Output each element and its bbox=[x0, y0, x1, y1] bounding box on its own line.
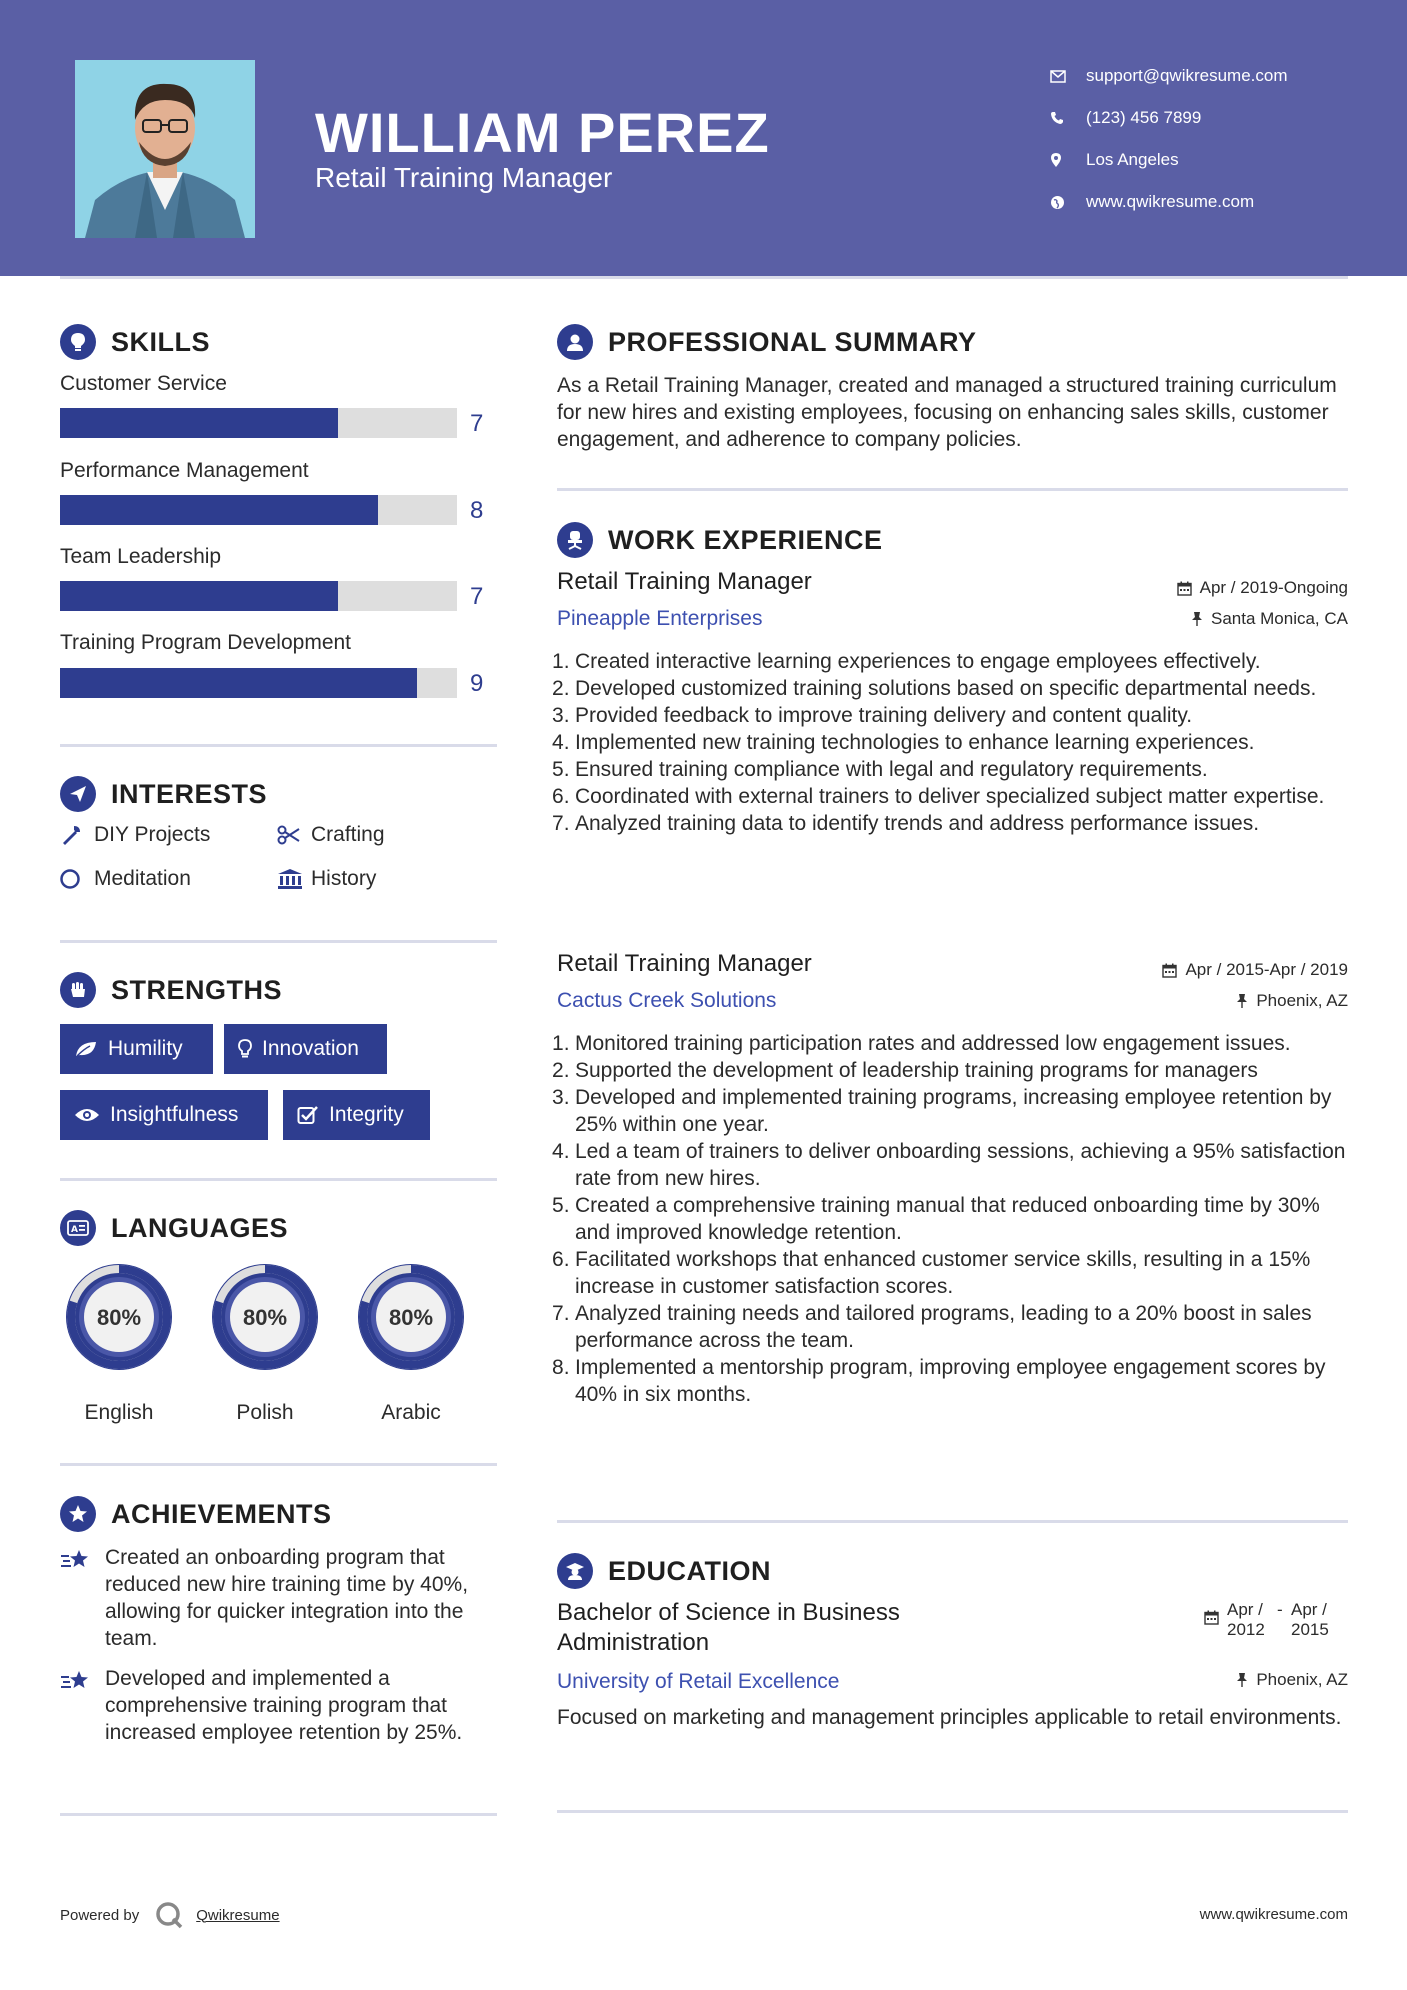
skill-value: 9 bbox=[470, 670, 484, 697]
shooting-star-icon bbox=[60, 1544, 105, 1652]
skills-heading: SKILLS bbox=[60, 324, 210, 360]
achievement-item: Developed and implemented a comprehensive training program that increased employee retention by 25%. bbox=[60, 1665, 500, 1746]
languages-heading: A LANGUAGES bbox=[60, 1210, 288, 1246]
job-bullets bbox=[557, 1030, 1352, 1408]
list-item: Created interactive learning experiences to engage employees effectively. bbox=[575, 650, 1261, 673]
section-divider bbox=[557, 1520, 1348, 1523]
user-icon bbox=[557, 324, 593, 360]
skill-bar-fill bbox=[60, 581, 338, 611]
interest-item: Meditation bbox=[60, 867, 191, 891]
envelope-icon bbox=[1050, 70, 1086, 83]
office-chair-icon bbox=[557, 522, 593, 558]
skill-bar bbox=[60, 408, 457, 438]
paper-plane-icon bbox=[60, 776, 96, 812]
section-divider bbox=[60, 744, 497, 747]
contact-list bbox=[1050, 55, 1288, 223]
language-ring bbox=[58, 1256, 180, 1378]
skill-label: Performance Management bbox=[60, 459, 309, 482]
education-dates bbox=[1204, 1600, 1339, 1640]
list-item: Developed customized training solutions based on specific departmental needs. bbox=[575, 677, 1317, 700]
star-badge-icon bbox=[60, 1496, 96, 1532]
strengths-heading: STRENGTHS bbox=[60, 972, 282, 1008]
section-divider bbox=[60, 940, 497, 943]
skill-bar bbox=[60, 581, 457, 611]
section-divider bbox=[557, 488, 1348, 491]
list-item: Coordinated with external trainers to deliver specialized subject matter expertise. bbox=[575, 785, 1325, 808]
list-item: Facilitated workshops that enhanced customer service skills, resulting in a 15% increase in customer satisfaction scores. bbox=[575, 1248, 1311, 1298]
calendar-icon bbox=[1177, 581, 1192, 596]
language-card-icon bbox=[60, 1210, 96, 1246]
circle-icon bbox=[60, 868, 94, 890]
contact-email-text: support@qwikresume.com bbox=[1086, 66, 1288, 85]
pushpin-icon bbox=[1191, 611, 1203, 627]
list-item: Analyzed training needs and tailored programs, leading to a 20% boost in sales performance across the team. bbox=[575, 1302, 1312, 1352]
strength-badge: Humility bbox=[60, 1024, 213, 1074]
pushpin-icon bbox=[1236, 1672, 1248, 1688]
list-item: Ensured training compliance with legal and regulatory requirements. bbox=[575, 758, 1208, 781]
resume-header bbox=[0, 0, 1407, 276]
skill-bar-fill bbox=[60, 668, 417, 698]
skill-bar bbox=[60, 495, 457, 525]
strength-badge: Innovation bbox=[224, 1024, 387, 1074]
education-start: Apr / 2012 bbox=[1227, 1600, 1265, 1639]
profile-photo bbox=[75, 60, 255, 238]
candidate-title: Retail Training Manager bbox=[315, 162, 613, 193]
pushpin-icon bbox=[1236, 993, 1248, 1009]
contact-website[interactable] bbox=[1050, 181, 1288, 223]
summary-heading: PROFESSIONAL SUMMARY bbox=[557, 324, 977, 360]
education-end: Apr / 2015 bbox=[1291, 1600, 1329, 1639]
footer-website[interactable]: www.qwikresume.com bbox=[1199, 1906, 1348, 1923]
list-item: Analyzed training data to identify trends and address performance issues. bbox=[575, 812, 1260, 835]
footer-powered-by: Powered by Qwikresume bbox=[60, 1900, 280, 1930]
skill-label: Team Leadership bbox=[60, 545, 222, 568]
skill-bar-fill bbox=[60, 408, 338, 438]
lightbulb-icon bbox=[238, 1039, 252, 1059]
qwikresume-link[interactable]: Qwikresume bbox=[196, 1906, 280, 1924]
list-item: Supported the development of leadership training programs for managers bbox=[575, 1059, 1258, 1082]
achievements-heading: ACHIEVEMENTS bbox=[60, 1496, 332, 1532]
interest-item: History bbox=[277, 867, 376, 891]
strength-badge: Integrity bbox=[283, 1090, 430, 1140]
job-location: Santa Monica, CA bbox=[1191, 609, 1348, 629]
contact-phone-text: (123) 456 7899 bbox=[1086, 108, 1202, 127]
job-role: Retail Training Manager bbox=[557, 568, 812, 595]
contact-phone[interactable] bbox=[1050, 97, 1288, 139]
list-item: Led a team of trainers to deliver onboarding sessions, achieving a 95% satisfaction rate from new hires. bbox=[575, 1140, 1346, 1190]
section-divider bbox=[60, 1463, 497, 1466]
section-divider bbox=[60, 1813, 497, 1816]
phone-icon bbox=[1050, 111, 1086, 125]
calendar-icon bbox=[1162, 963, 1177, 978]
list-item: Implemented a mentorship program, improving employee engagement scores by 40% in six months. bbox=[575, 1356, 1326, 1406]
job-location: Phoenix, AZ bbox=[1236, 991, 1348, 1011]
date-dash: - bbox=[1277, 1600, 1283, 1619]
education-location: Phoenix, AZ bbox=[1236, 1670, 1348, 1690]
skill-value: 7 bbox=[470, 410, 484, 437]
list-item: Implemented new training technologies to enhance learning experiences. bbox=[575, 731, 1255, 754]
graduate-icon bbox=[557, 1553, 593, 1589]
interest-item: DIY Projects bbox=[60, 823, 210, 847]
education-heading: EDUCATION bbox=[557, 1553, 771, 1589]
degree-title: Bachelor of Science in Business Administration bbox=[557, 1599, 900, 1656]
fist-icon bbox=[60, 972, 96, 1008]
museum-icon bbox=[277, 868, 311, 890]
job-dates: Apr / 2015-Apr / 2019 bbox=[1162, 960, 1348, 980]
skill-label: Customer Service bbox=[60, 372, 227, 395]
language-label: Arabic bbox=[381, 1401, 441, 1424]
language-label: Polish bbox=[236, 1401, 294, 1424]
job-company: Cactus Creek Solutions bbox=[557, 989, 777, 1012]
skill-bar bbox=[60, 668, 457, 698]
experience-heading: WORK EXPERIENCE bbox=[557, 522, 883, 558]
education-description: Focused on marketing and management principles applicable to retail environments. bbox=[557, 1706, 1342, 1729]
contact-location bbox=[1050, 139, 1288, 181]
section-divider bbox=[557, 1810, 1348, 1813]
summary-text: As a Retail Training Manager, created and managed a structured training curriculum for new hires and existing employees, focusing on enhancing sales skills, customer engagement, and adherence to company policies. bbox=[557, 374, 1337, 451]
header-divider bbox=[60, 276, 1348, 279]
language-item bbox=[58, 1256, 180, 1425]
job-bullets bbox=[557, 648, 1352, 837]
leaf-icon bbox=[74, 1040, 98, 1058]
list-item: Provided feedback to improve training delivery and content quality. bbox=[575, 704, 1193, 727]
skill-value: 8 bbox=[470, 497, 484, 524]
calendar-icon bbox=[1204, 1610, 1219, 1625]
language-item bbox=[204, 1256, 326, 1425]
school-name: University of Retail Excellence bbox=[557, 1670, 840, 1693]
language-percent: 80% bbox=[96, 1305, 142, 1330]
job-role: Retail Training Manager bbox=[557, 950, 812, 977]
globe-icon bbox=[1050, 195, 1086, 210]
language-item bbox=[350, 1256, 472, 1425]
interest-item: Crafting bbox=[277, 823, 385, 847]
checkbox-icon bbox=[297, 1105, 319, 1125]
skill-value: 7 bbox=[470, 583, 484, 610]
list-item: Monitored training participation rates and addressed low engagement issues. bbox=[575, 1032, 1291, 1055]
contact-website-text: www.qwikresume.com bbox=[1086, 192, 1255, 211]
lightbulb-icon bbox=[60, 324, 96, 360]
wrench-icon bbox=[60, 824, 94, 846]
svg-text:A: A bbox=[71, 1225, 79, 1235]
contact-location-text: Los Angeles bbox=[1086, 150, 1179, 169]
language-percent: 80% bbox=[242, 1305, 288, 1330]
job-dates: Apr / 2019-Ongoing bbox=[1177, 578, 1348, 598]
language-ring bbox=[204, 1256, 326, 1378]
shooting-star-icon bbox=[60, 1665, 105, 1746]
achievement-item: Created an onboarding program that reduced new hire training time by 40%, allowing for quicker integration into the team. bbox=[60, 1544, 500, 1652]
list-item: Developed and implemented training programs, increasing employee retention by 25% within one year. bbox=[575, 1086, 1332, 1136]
skill-label: Training Program Development bbox=[60, 631, 352, 654]
list-item: Created a comprehensive training manual that reduced onboarding time by 30% and improved knowledge retention. bbox=[575, 1194, 1320, 1244]
candidate-name: WILLIAM PEREZ bbox=[315, 101, 770, 164]
scissors-icon bbox=[277, 825, 311, 845]
qwikresume-logo-icon bbox=[154, 1900, 184, 1930]
section-divider bbox=[60, 1178, 497, 1181]
job-company: Pineapple Enterprises bbox=[557, 607, 763, 630]
interests-heading: INTERESTS bbox=[60, 776, 267, 812]
language-label: English bbox=[84, 1401, 154, 1424]
location-pin-icon bbox=[1050, 152, 1086, 168]
contact-email[interactable] bbox=[1050, 55, 1288, 97]
skill-bar-fill bbox=[60, 495, 378, 525]
eye-icon bbox=[74, 1107, 100, 1123]
strength-badge: Insightfulness bbox=[60, 1090, 268, 1140]
language-ring bbox=[350, 1256, 472, 1378]
language-percent: 80% bbox=[388, 1305, 434, 1330]
